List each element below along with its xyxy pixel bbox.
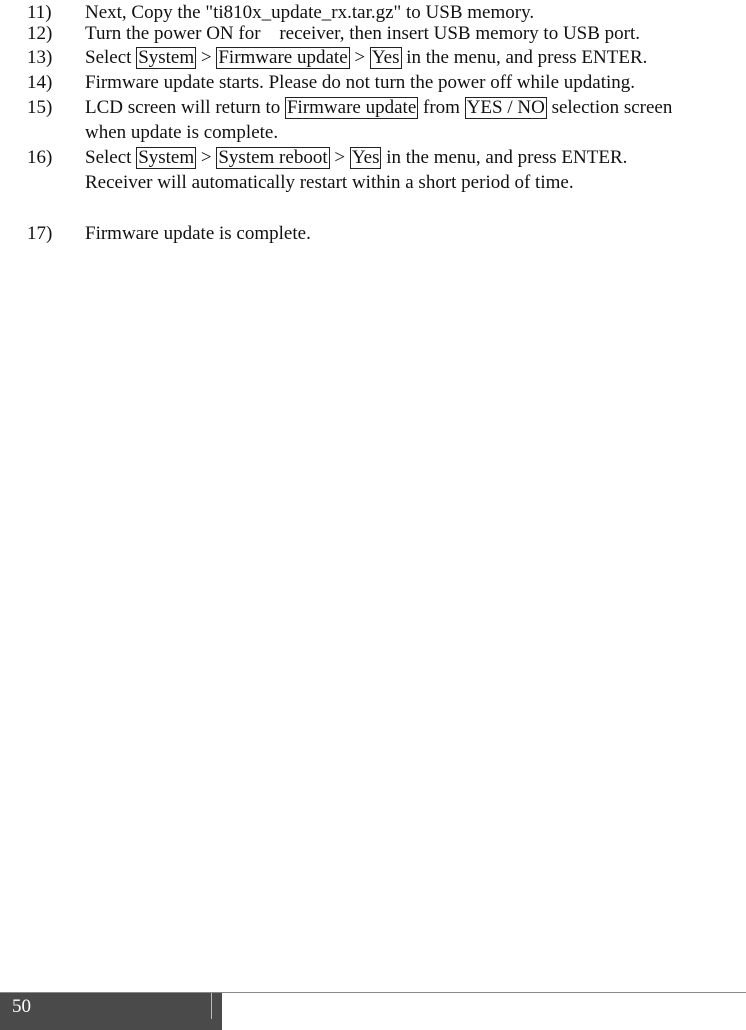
- menu-system-box: System: [138, 147, 195, 168]
- step-text: Next, Copy the "ti810x_update_rx.tar.gz" to USB memory.: [85, 2, 535, 23]
- menu-firmware-update-box: Firmware update: [218, 47, 348, 68]
- menu-firmware-update-box: Firmware update: [286, 97, 417, 118]
- step-number: 12): [27, 23, 53, 44]
- page-tab-divider: [211, 993, 212, 1019]
- menu-yes-box: Yes: [371, 47, 400, 68]
- menu-yes-box: Yes: [351, 147, 380, 168]
- menu-system-box: System: [138, 47, 195, 68]
- step-number: 13): [27, 47, 53, 68]
- page-number-tab: [0, 993, 222, 1030]
- yes-no-box: YES / NO: [466, 97, 545, 118]
- page-number: 50: [12, 996, 31, 1017]
- step-text-continued: Receiver will automatically restart within a short period of time.: [85, 172, 574, 193]
- step-text-continued: when update is complete.: [85, 122, 279, 143]
- step-number: 17): [27, 223, 53, 244]
- step-number: 11): [27, 2, 52, 23]
- menu-system-reboot-box: System reboot: [218, 147, 328, 168]
- step-text: Select System > System reboot > Yes in the menu, and press ENTER.: [85, 147, 628, 168]
- step-number: 15): [27, 97, 53, 118]
- step-text: Select System > Firmware update > Yes in the menu, and press ENTER.: [85, 47, 648, 68]
- step-number: 14): [27, 72, 53, 93]
- step-text: Firmware update starts. Please do not turn the power off while updating.: [85, 72, 635, 93]
- step-text: Firmware update is complete.: [85, 223, 311, 244]
- step-text: Turn the power ON for receiver, then insert USB memory to USB port.: [85, 23, 641, 44]
- step-number: 16): [27, 147, 53, 168]
- step-text: LCD screen will return to Firmware update from YES / NO selection screen: [85, 97, 673, 118]
